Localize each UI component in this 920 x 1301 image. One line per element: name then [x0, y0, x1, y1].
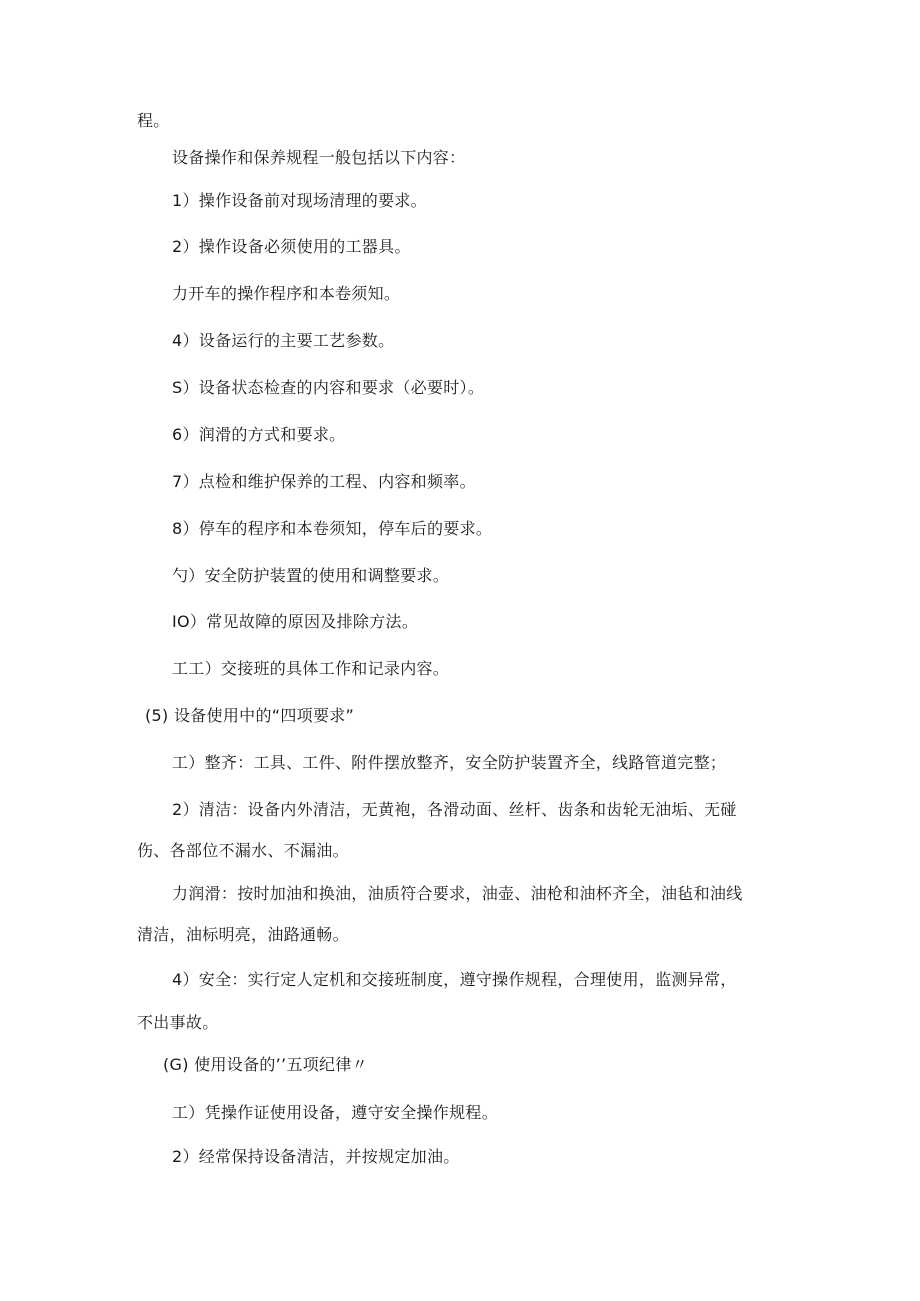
- list-item: 8）停车的程序和本卷须知，停车后的要求。: [172, 519, 493, 538]
- list-item: 2）经常保持设备清洁，并按规定加油。: [172, 1147, 460, 1166]
- section-heading: (G) 使用设备的’’五项纪律〃: [163, 1055, 368, 1074]
- list-item: 2）操作设备必须使用的工器具。: [172, 237, 411, 256]
- list-item: 工）整齐：工具、工件、附件摆放整齐，安全防护装置齐全，线路管道完整；: [172, 753, 727, 772]
- section-heading: (5) 设备使用中的“四项要求”: [145, 706, 355, 725]
- text-line: 清洁，油标明亮，油路通畅。: [137, 925, 349, 944]
- text-line: 不出事故。: [137, 1013, 219, 1032]
- list-item: 6）润滑的方式和要求。: [172, 425, 346, 444]
- list-item: 勺）安全防护装置的使用和调整要求。: [172, 566, 450, 585]
- list-item: 力开车的操作程序和本卷须知。: [172, 284, 401, 303]
- list-item: 工工）交接班的具体工作和记录内容。: [172, 659, 450, 678]
- list-item: IO）常见故障的原因及排除方法。: [172, 612, 419, 631]
- text-line: 程。: [137, 111, 170, 130]
- list-item: 1）操作设备前对现场清理的要求。: [172, 191, 427, 210]
- list-item: 4）设备运行的主要工艺参数。: [172, 331, 395, 350]
- text-line: 设备操作和保养规程一般包括以下内容：: [172, 148, 466, 167]
- text-line: 伤、各部位不漏水、不漏油。: [137, 841, 349, 860]
- list-item: 4）安全：实行定人定机和交接班制度，遵守操作规程，合理使用，监测异常，: [172, 970, 737, 989]
- list-item: 工）凭操作证使用设备，遵守安全操作规程。: [172, 1103, 499, 1122]
- list-item: 力润滑：按时加油和换油，油质符合要求，油壶、油枪和油杯齐全，油毡和油线: [172, 884, 743, 903]
- list-item: 2）清洁：设备内外清洁，无黄袍，各滑动面、丝杆、齿条和齿轮无油垢、无碰: [172, 800, 737, 819]
- list-item: 7）点检和维护保养的工程、内容和频率。: [172, 472, 476, 491]
- list-item: S）设备状态检查的内容和要求（必要时）。: [172, 378, 485, 397]
